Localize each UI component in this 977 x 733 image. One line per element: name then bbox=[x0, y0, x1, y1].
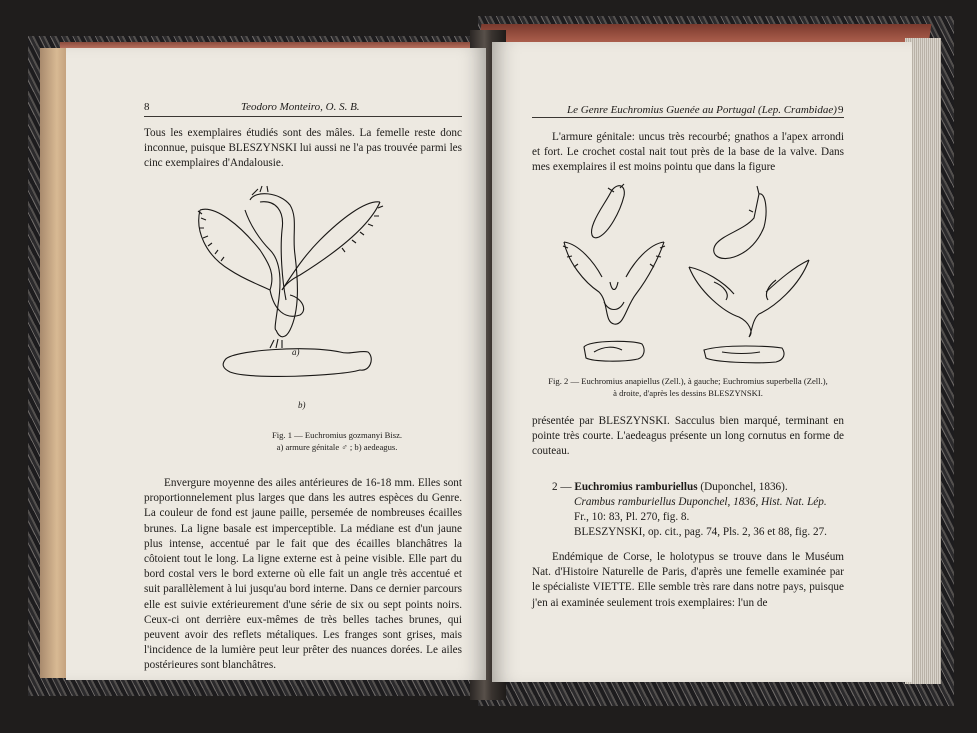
right-page bbox=[492, 42, 912, 682]
page-edge-top-right bbox=[479, 24, 932, 44]
paragraph: Endémique de Corse, le holotypus se trouve dans le Muséum Nat. d'Histoire Naturelle de Paris, d'après une femelle examinée par le spécialiste VIETTE. Elle semble très rare dans notre pays, puisque j'en ai examinée seulement trois exemplaires: l'un de bbox=[532, 551, 844, 609]
figure-caption-line2: a) armure génitale ♂ ; b) aedeagus. bbox=[276, 442, 398, 452]
paragraph: Envergure moyenne des ailes antérieures de 16-18 mm. Elles sont proportionnelement plus larges que dans les autres espèces du Genre. La couleur de fond est jaune paille, persemée de nombreuses écailles brunes. La ligne basale est imperceptible. La médiane est d'un jaune plus intense, accentué par le fait que des écailles blanchâtres la côtoient tout le long. La ligne externe est à peine visible. Elle part du bord costal vers le bord externe où elle fait un angle très accentué et suit parallèlement à lui jusqu'au bord interne. Dans ce dernier parcours elle est suivie extérieurement d'une série de six ou sept points noirs. Ceux-ci ont derrière eux-mêmes de très belles taches brunes, qui peuvent avoir des reflets métaliques. Les franges sont grises, mais l'incidence de la lumière peut leur prêter des nuances dorées. Le ailes postérieures sont blanchâtres. bbox=[144, 477, 462, 672]
figure-label-a: a) bbox=[292, 347, 300, 357]
page-number: 9 bbox=[838, 104, 844, 116]
synonym-line: Crambus ramburiellus Duponchel, 1836, Hist. Nat. Lép. bbox=[574, 496, 827, 508]
header-rule bbox=[144, 116, 462, 117]
running-head: Teodoro Monteiro, O. S. B. bbox=[241, 101, 360, 113]
figure-label-b: b) bbox=[298, 400, 306, 410]
page-edge-left bbox=[40, 48, 68, 678]
page-number: 8 bbox=[144, 101, 150, 113]
figure-caption-line1: Fig. 1 — Euchromius gozmanyi Bisz. bbox=[271, 430, 403, 440]
running-head: Le Genre Euchromius Guenée au Portugal (Lep. Crambidae) bbox=[567, 104, 837, 116]
species-author: (Duponchel, 1836). bbox=[700, 481, 788, 493]
figure-caption-line2: à droite, d'après les dessins BLESZYNSKI. bbox=[613, 388, 763, 398]
figure-caption-line1: Fig. 2 — Euchromius anapiellus (Zell.), à gauche; Euchromius superbella (Zell.), bbox=[548, 376, 828, 386]
species-name: Euchromius ramburiellus bbox=[574, 481, 698, 493]
figure-genitalia-comparison bbox=[554, 182, 824, 372]
figure-genitalia-illustration bbox=[190, 180, 390, 390]
paragraph: présentée par BLESZYNSKI. Sacculus bien marqué, terminant en pointe très courte. L'aedeagus présente un long cornutus en forme de couteau. bbox=[532, 415, 844, 458]
species-number: 2 — bbox=[552, 481, 572, 493]
paragraph: L'armure génitale: uncus très recourbé; gnathos a l'apex arrondi et fort. Le crochet costal nait tout près de la base de la valve. Dans mes exemplaires il est moins pointu que dans la figure bbox=[532, 131, 844, 174]
left-page bbox=[66, 48, 486, 680]
species-heading bbox=[552, 480, 844, 495]
synonym-line: BLESZYNSKI, op. cit., pag. 74, Pls. 2, 36 et 88, fig. 27. bbox=[574, 526, 827, 538]
synonym-line: Fr., 10: 83, Pl. 270, fig. 8. bbox=[574, 511, 690, 523]
paragraph: Tous les exemplaires étudiés sont des mâles. La femelle reste donc inconnue, puisque BLESZYNSKI lui aussi ne l'a pas trouvée parmi les cinc exemplaires d'Andalousie. bbox=[144, 127, 462, 170]
header-rule bbox=[532, 117, 844, 118]
